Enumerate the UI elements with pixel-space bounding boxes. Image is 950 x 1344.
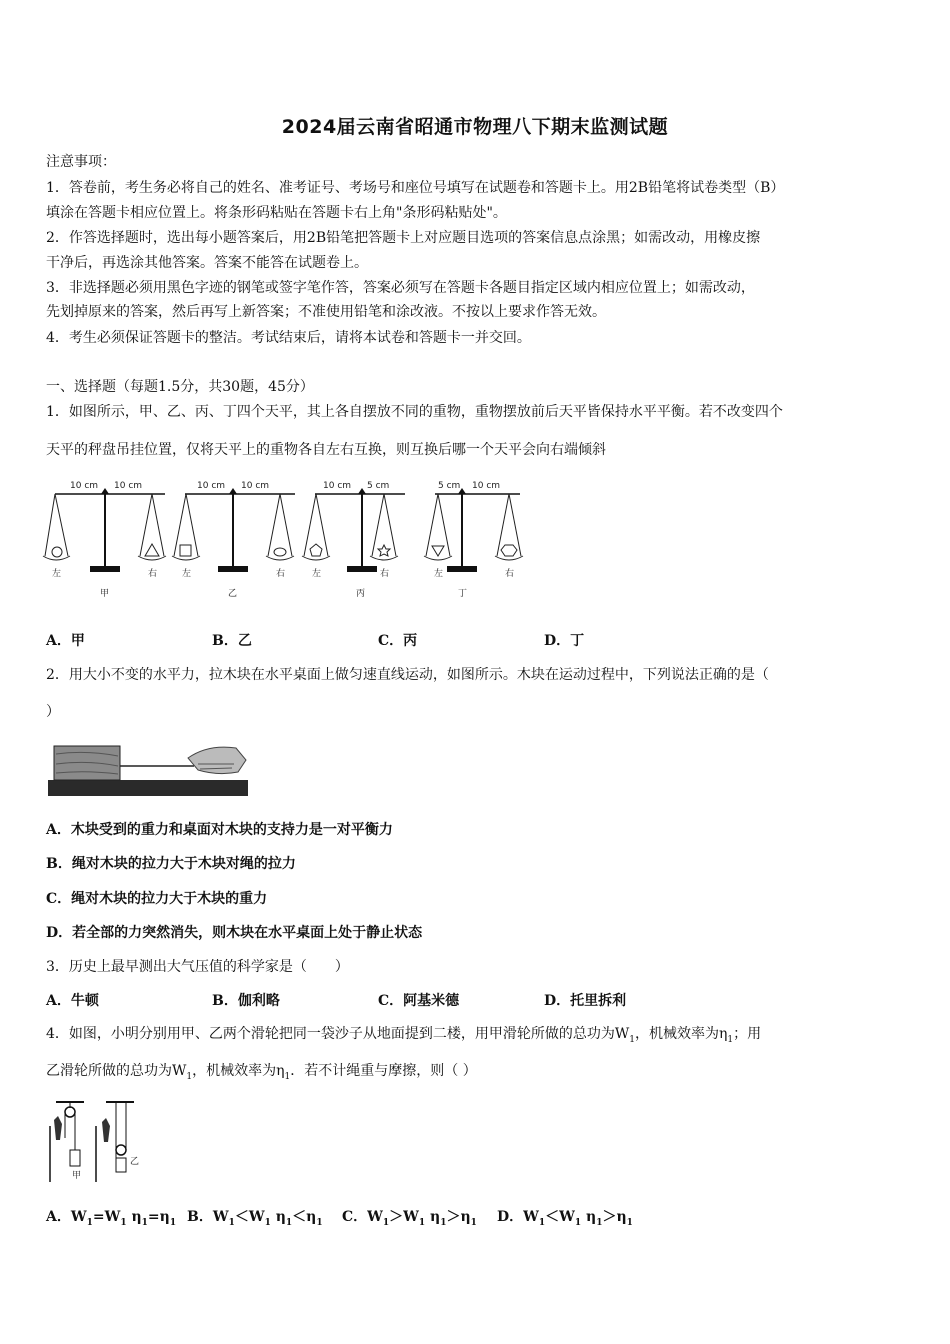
pan-label: 左 [52, 569, 62, 579]
pan-label: 右 [505, 569, 515, 579]
q1-text: 1．如图所示，甲、乙、丙、丁四个天平，其上各自摆放不同的重物，重物摆放前后天平皆保持水平平衡。若不改变四个 [46, 404, 783, 420]
q2-text: 2．用大小不变的水平力，拉木块在水平桌面上做匀速直线运动，如图所示。木块在运动过程中，下列说法正确的是（ [46, 667, 769, 683]
notice-line: 1．答卷前，考生务必将自己的姓名、准考证号、考场号和座位号填写在试题卷和答题卡上。用2B铅笔将试卷类型（B） [46, 180, 785, 196]
q2-option-b[interactable]: B．绳对木块的拉力大于木块对绳的拉力 [46, 856, 296, 872]
notice-line: 4．考生必须保证答题卡的整洁。考试结束后，请将本试卷和答题卡一并交回。 [46, 330, 531, 346]
balance-jia [43, 481, 166, 599]
arm-label: 5 cm [438, 481, 461, 491]
notice-line: 2．作答选择题时，选出每小题答案后，用2B铅笔把答题卡上对应题目选项的答案信息点涂黑；如需改动，用橡皮擦 [46, 230, 761, 246]
pan-label: 右 [148, 569, 158, 579]
balance-yi [172, 481, 295, 599]
arm-label: 5 cm [367, 481, 390, 491]
balance-name: 丙 [356, 589, 366, 599]
balance-ding [424, 481, 523, 599]
q1-option-d[interactable]: D．丁 [544, 633, 585, 649]
balance-name: 甲 [100, 589, 110, 599]
q4-option-d[interactable]: D．$W_1<W_1$ $\eta_1>\eta_1$ [497, 1209, 633, 1228]
q3-text: 3．历史上最早测出大气压值的科学家是（ ） [46, 959, 349, 975]
pulley-label: 乙 [130, 1157, 140, 1167]
arm-label: 10 cm [323, 481, 352, 491]
q4-option-a[interactable]: A．$W_1=W_1$ $\eta_1=\eta_1$ [46, 1209, 177, 1228]
arm-label: 10 cm [472, 481, 501, 491]
q4-text: 乙滑轮所做的总功为$W_1$，机械效率为$\eta_1$．若不计绳重与摩擦，则（ ） [46, 1063, 477, 1082]
wood-block-figure [48, 738, 248, 796]
q3-option-c[interactable]: C．阿基米德 [378, 993, 460, 1009]
q1-text: 天平的秤盘吊挂位置，仅将天平上的重物各自左右互换，则互换后哪一个天平会向右端倾斜 [46, 442, 606, 458]
q4-option-b[interactable]: B．$W_1<W_1$ $\eta_1<\eta_1$ [187, 1209, 323, 1228]
q3-option-b[interactable]: B．伽利略 [212, 993, 280, 1009]
notice-line: 填涂在答题卡相应位置上。将条形码粘贴在答题卡右上角"条形码粘贴处"。 [46, 205, 507, 221]
pan-label: 左 [312, 569, 322, 579]
notice-heading: 注意事项： [46, 154, 116, 170]
arm-label: 10 cm [70, 481, 99, 491]
q2-option-d[interactable]: D．若全部的力突然消失，则木块在水平桌面上处于静止状态 [46, 925, 423, 941]
notice-line: 干净后，再选涂其他答案。答案不能答在试题卷上。 [46, 255, 368, 271]
pan-label: 右 [380, 569, 390, 579]
arm-label: 10 cm [114, 481, 143, 491]
pan-label: 左 [434, 569, 444, 579]
q4-option-c[interactable]: C．$W_1>W_1$ $\eta_1>\eta_1$ [342, 1209, 477, 1228]
balance-name: 丁 [458, 589, 468, 599]
q1-option-b[interactable]: B．乙 [212, 633, 252, 649]
pulley-figure [44, 1098, 144, 1184]
q1-option-c[interactable]: C．丙 [378, 633, 418, 649]
pan-label: 右 [276, 569, 286, 579]
pan-label: 左 [182, 569, 192, 579]
notice-line: 3．非选择题必须用黑色字迹的钢笔或签字笔作答，答案必须写在答题卡各题目指定区域内相应位置上；如需改动， [46, 280, 755, 296]
page-title: 2024届云南省昭通市物理八下期末监测试题 [281, 116, 669, 138]
arm-label: 10 cm [241, 481, 270, 491]
q1-option-a[interactable]: A．甲 [46, 633, 85, 649]
balance-name: 乙 [228, 589, 238, 599]
arm-label: 10 cm [197, 481, 226, 491]
section-heading: 一、选择题（每题1.5分，共30题，45分） [46, 379, 314, 395]
q3-option-d[interactable]: D．托里拆利 [544, 993, 627, 1009]
q4-text: 4．如图，小明分别用甲、乙两个滑轮把同一袋沙子从地面提到二楼，用甲滑轮所做的总功为$W_1$，机械效率为$\eta_1$；用 [46, 1026, 762, 1045]
balance-bing [302, 481, 405, 599]
q2-option-a[interactable]: A．木块受到的重力和桌面对木块的支持力是一对平衡力 [46, 822, 393, 838]
notice-line: 先划掉原来的答案，然后再写上新答案；不准使用铅笔和涂改液。不按以上要求作答无效。 [46, 304, 606, 320]
pulley-label: 甲 [72, 1171, 82, 1181]
q2-option-c[interactable]: C．绳对木块的拉力大于木块的重力 [46, 891, 268, 907]
q2-text: ） [46, 704, 60, 720]
q3-option-a[interactable]: A．牛顿 [46, 993, 99, 1009]
balance-figure [40, 478, 540, 604]
